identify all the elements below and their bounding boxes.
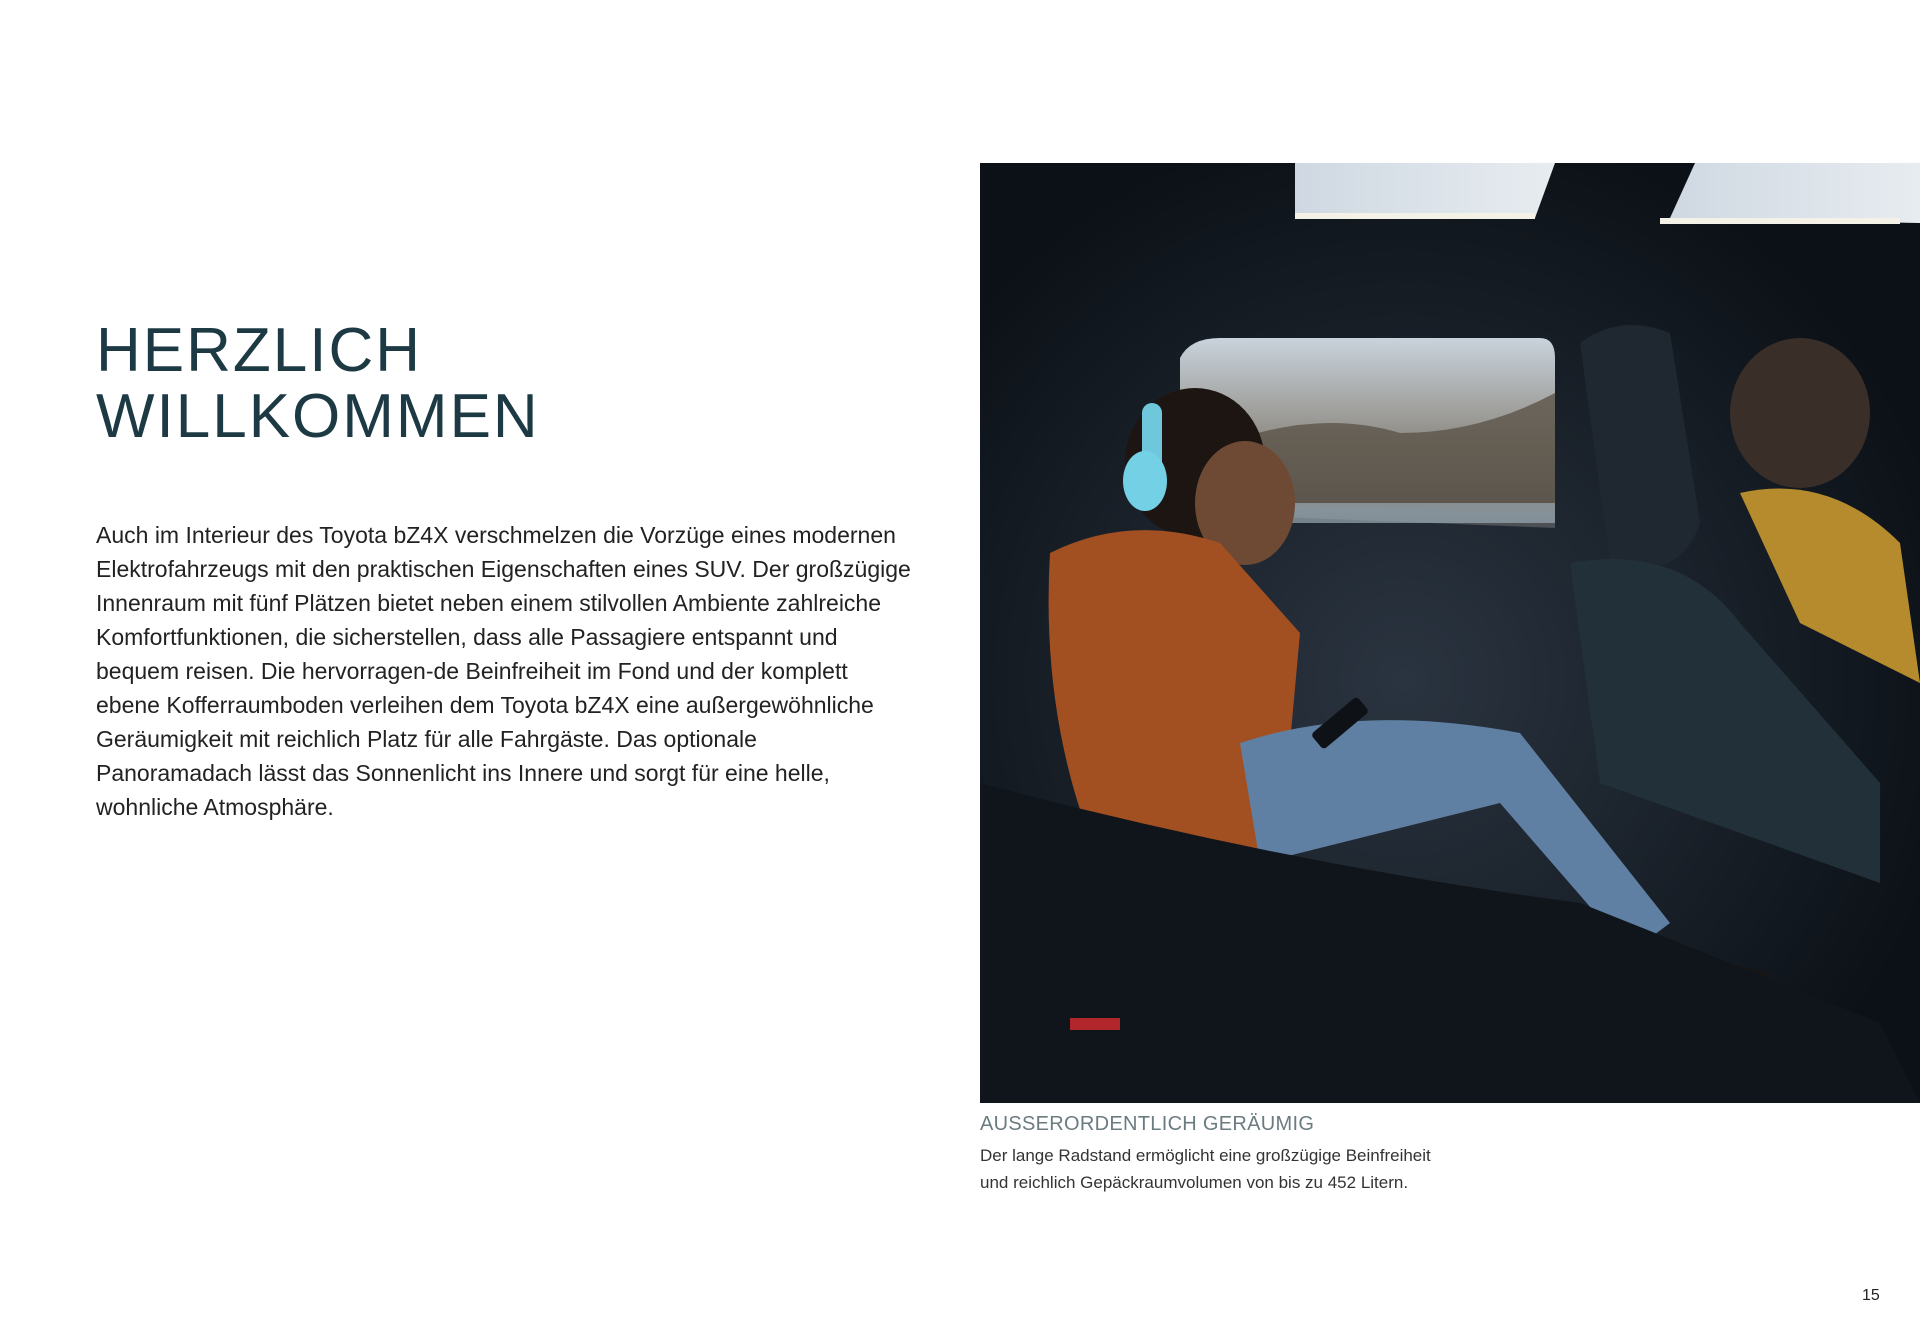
title-line-1: HERZLICH [96, 316, 423, 385]
page-title [96, 318, 540, 450]
body-paragraph: Auch im Interieur des Toyota bZ4X verschmelzen die Vorzüge eines modernen Elektrofahrzeugs mit den praktischen Eigenschaften eines SUV. Der großzügige Innenraum mit fünf Plätzen bietet neben einem stilvollen Ambiente zahlreiche Komfortfunktionen, die sicherstellen, dass alle Passagiere entspannt und bequem reisen. Die hervorragen-de Beinfreiheit im Fond und der komplett ebene Kofferraumboden verleihen dem Toyota bZ4X eine außergewöhnliche Geräumigkeit mit reichlich Platz für alle Fahrgäste. Das optionale Panoramadach lässt das Sonnenlicht ins Innere und sorgt für eine helle, wohnliche Atmosphäre. [96, 522, 911, 820]
caption-title: AUSSERORDENTLICH GERÄUMIG [980, 1113, 1315, 1135]
page-number: 15 [1862, 1287, 1880, 1304]
car-interior-photo [980, 163, 1920, 1103]
car-interior-illustration [980, 163, 1920, 1103]
caption-text: Der lange Radstand ermöglicht eine großzügige Beinfreiheit und reichlich Gepäckraumvolumen von bis zu 452 Litern. [980, 1146, 1431, 1192]
title-line-2: WILLKOMMEN [96, 382, 540, 451]
